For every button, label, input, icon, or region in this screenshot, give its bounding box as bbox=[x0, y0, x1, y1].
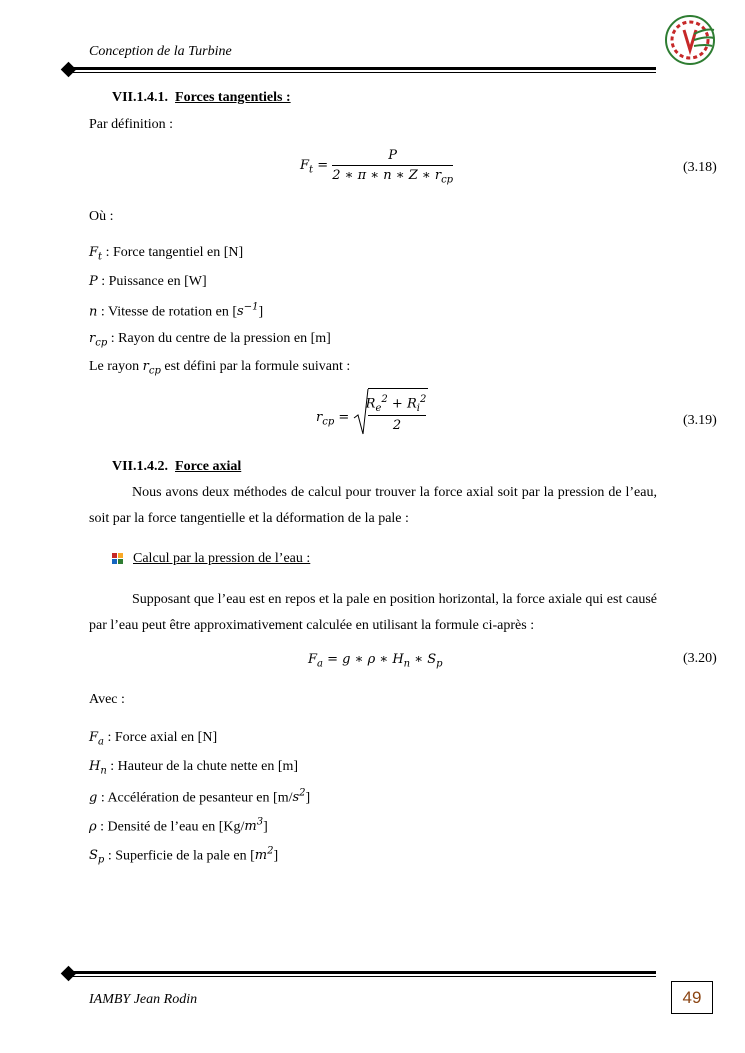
header-rule-thin bbox=[68, 72, 656, 73]
footer-rule-thin bbox=[68, 976, 656, 977]
equation-number-3-19: (3.19) bbox=[683, 413, 717, 428]
intro-text: Par définition : bbox=[89, 117, 173, 132]
paragraph-supposant: Supposant que l’eau est en repos et la pale en position horizontal, la force axiale qui est causé par l’eau peut être approximativement calculée en utilisant la formule ci-après : bbox=[89, 592, 657, 633]
section-heading-force-axial bbox=[112, 459, 241, 475]
radius-intro: Le rayon $r_{cp}$ est défini par la formule suivant : bbox=[89, 359, 351, 377]
bullet-icon bbox=[112, 553, 123, 564]
definition-n: n : Vitesse de rotation en $[s^{-1}]$ bbox=[89, 302, 264, 320]
definition-sp: $S_p$ : Superficie de la pale en $[m^2]$ bbox=[89, 846, 279, 866]
definition-rcp: $r_{cp}$ : Rayon du centre de la pression en [m] bbox=[89, 331, 331, 349]
definition-fa: $F_a$ : Force axial en [N] bbox=[89, 730, 218, 748]
header-diamond bbox=[61, 62, 77, 78]
university-logo bbox=[660, 14, 720, 66]
definition-g: g : Accélération de pesanteur en $[m/s^2]$ bbox=[89, 788, 311, 806]
definition-hn: $H_n$ : Hauteur de la chute nette en [m] bbox=[89, 759, 299, 777]
definition-p: P : Puissance en [W] bbox=[89, 274, 207, 289]
where-label: Où : bbox=[89, 209, 114, 224]
section-title: Forces tangentiels : bbox=[175, 90, 291, 105]
section-title: Force axial bbox=[175, 459, 242, 474]
definition-ft: $F_t$ : Force tangentiel en [N] bbox=[89, 245, 244, 263]
definition-rho: ρ : Densité de l’eau en $[Kg/m^3]$ bbox=[89, 817, 268, 835]
section-heading-forces-tangentiels bbox=[112, 90, 291, 106]
page-number: 49 bbox=[671, 981, 713, 1014]
bullet-calc-pression: Calcul par la pression de l’eau : bbox=[133, 551, 311, 566]
paragraph-methods: Nous avons deux méthodes de calcul pour trouver la force axial soit par la pression de l’eau, soit par la force tangentielle et la déformation de la pale : bbox=[89, 485, 657, 526]
footer-author: IAMBY Jean Rodin bbox=[89, 992, 198, 1007]
equation-3-18: $F_t$ = $\frac{P}{2 ∗ \pi ∗ n ∗ Z ∗ r_{cp}}$ bbox=[300, 148, 454, 186]
header-rule bbox=[68, 67, 656, 70]
equation-3-20: $F_a = g$ ∗ ρ ∗ $H_n$ ∗ $S_p$ bbox=[308, 652, 443, 670]
footer-rule bbox=[68, 971, 656, 974]
equation-number-3-18: (3.18) bbox=[683, 160, 717, 175]
with-label: Avec : bbox=[89, 692, 125, 707]
equation-number-3-20: (3.20) bbox=[683, 651, 717, 666]
footer-diamond bbox=[61, 966, 77, 982]
section-number: VII.1.4.2. bbox=[112, 459, 169, 474]
running-header-title: Conception de la Turbine bbox=[89, 44, 232, 59]
section-number: VII.1.4.1. bbox=[112, 90, 169, 105]
